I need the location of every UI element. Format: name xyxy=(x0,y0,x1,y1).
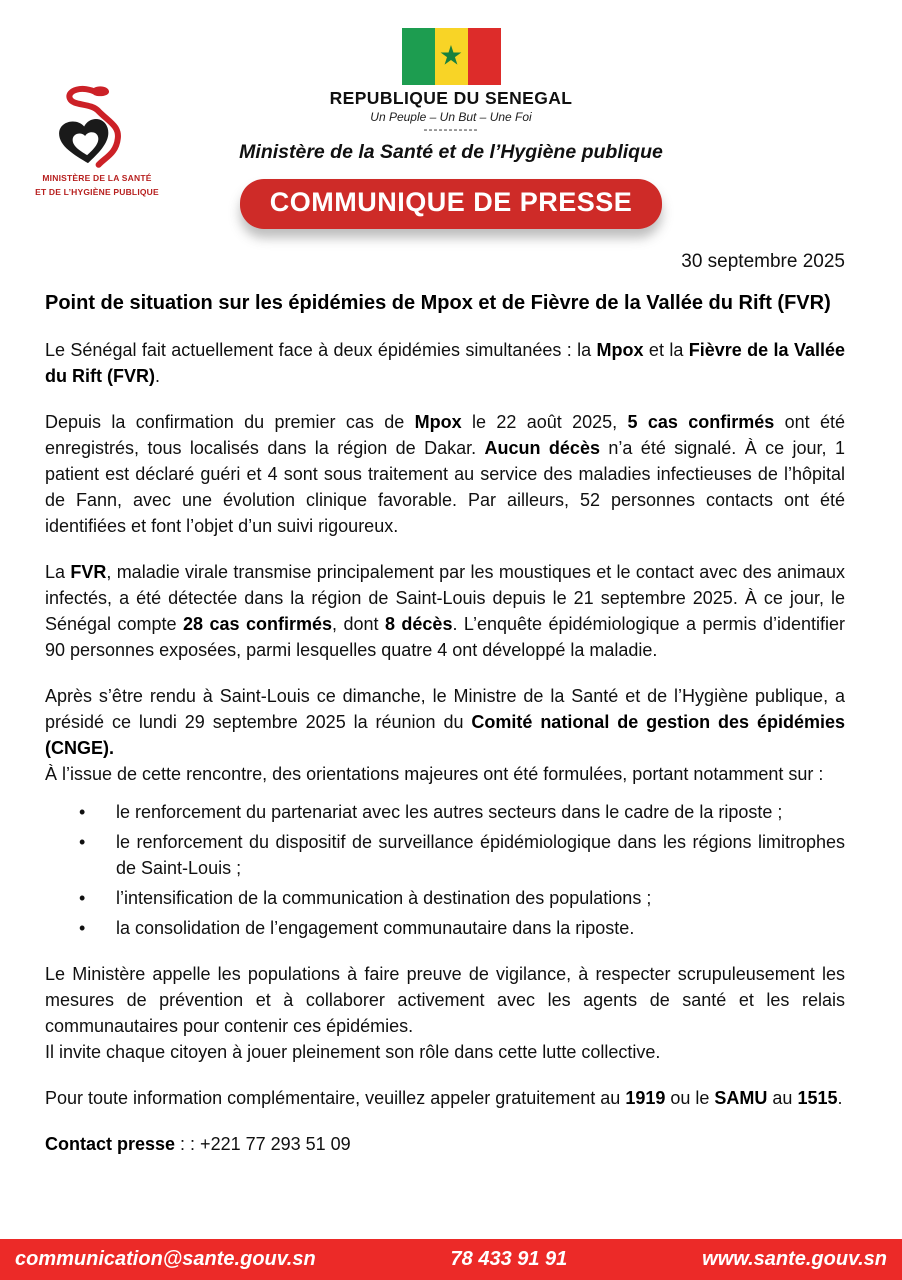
cnge-paragraph: Après s’être rendu à Saint-Louis ce dimanche, le Ministre de la Santé et de l’Hygiène publique, a présidé ce lundi 29 septembre 2025 la réunion du Comité national de gestion des épidémies (CNGE). À l’issue de cette rencontre, des orientations majeures ont été formulées, portant notamment sur : xyxy=(45,685,845,784)
flag-band-red xyxy=(468,28,501,85)
document-date: 30 septembre 2025 xyxy=(681,250,845,272)
ministry-name: Ministère de la Santé et de l’Hygiène publique xyxy=(239,140,663,163)
republic-title: REPUBLIQUE DU SENEGAL xyxy=(329,88,573,108)
document-content xyxy=(45,251,845,1157)
national-motto: Un Peuple – Un But – Une Foi xyxy=(370,110,532,124)
fvr-paragraph: La FVR, maladie virale transmise principalement par les moustiques et le contact avec des animaux infectés, a été détectée dans la région de Saint-Louis depuis le 21 septembre 2025. À ce jour, le Sénégal compte 28 cas confirmés, dont 8 décès. L’enquête épidémiologique a permis d’identifier 90 personnes exposées, parmi lesquelles quatre 4 ont développé la maladie. xyxy=(45,561,845,660)
bullet-item: • la consolidation de l’engagement communautaire dans la riposte. xyxy=(45,915,845,941)
document-body xyxy=(45,337,845,1157)
mpox-paragraph: Depuis la confirmation du premier cas de Mpox le 22 août 2025, 5 cas confirmés ont été enregistrés, tous localisés dans la région de Dakar. Aucun décès n’a été signalé. À ce jour, 1 patient est déclaré guéri et 4 sont sous traitement au service des maladies infectieuses de l’hôpital de Fann, avec une évolution clinique favorable. Par ailleurs, 52 personnes contacts ont été identifiées et font l’objet d’un suivi rigoureux. xyxy=(45,411,846,536)
ministry-logo xyxy=(34,78,160,198)
vigilance-paragraph: Le Ministère appelle les populations à faire preuve de vigilance, à respecter scrupuleusement les mesures de prévention et à collaborer activement avec les agents de santé et les relais communautaires pour contenir ces épidémies. Il invite chaque citoyen à jouer pleinement son rôle dans cette lutte collective. xyxy=(45,963,845,1062)
separator-dashes: ----------- xyxy=(423,122,479,136)
flag-band-green xyxy=(402,28,435,85)
footer-bar xyxy=(0,1239,902,1280)
footer-email: communication@sante.gouv.sn xyxy=(15,1248,316,1270)
flag-star-icon: ★ xyxy=(438,39,464,70)
logo-caption-line1: MINISTÈRE DE LA SANTÉ xyxy=(42,173,152,183)
hotline-paragraph: Pour toute information complémentaire, veuillez appeler gratuitement au 1919 ou le SAMU au 1515. xyxy=(45,1087,843,1108)
flag-band-yellow xyxy=(435,28,468,85)
orientation-bullets xyxy=(45,799,845,941)
bullet-item: • l’intensification de la communication à destination des populations ; xyxy=(45,885,845,911)
footer-website: www.sante.gouv.sn xyxy=(702,1248,887,1270)
bullet-item: • le renforcement du dispositif de surveillance épidémiologique dans les régions limitrophes de Saint-Louis ; xyxy=(45,829,845,881)
snake-heart-icon xyxy=(49,78,145,170)
footer-phone: 78 433 91 91 xyxy=(450,1248,568,1270)
intro-paragraph: Le Sénégal fait actuellement face à deux épidémies simultanées : la Mpox et la Fièvre de la Vallée du Rift (FVR). xyxy=(45,339,845,386)
bullet-item: • le renforcement du partenariat avec les autres secteurs dans le cadre de la riposte ; xyxy=(45,799,845,825)
document-title: Point de situation sur les épidémies de Mpox et de Fièvre de la Vallée du Rift (FVR) xyxy=(45,291,831,314)
press-contact: Contact presse : : +221 77 293 51 09 xyxy=(45,1133,351,1154)
press-release-banner: COMMUNIQUE DE PRESSE xyxy=(240,179,663,229)
senegal-flag-icon xyxy=(402,28,501,85)
logo-caption-line2: ET DE L’HYGIÈNE PUBLIQUE xyxy=(35,187,159,198)
